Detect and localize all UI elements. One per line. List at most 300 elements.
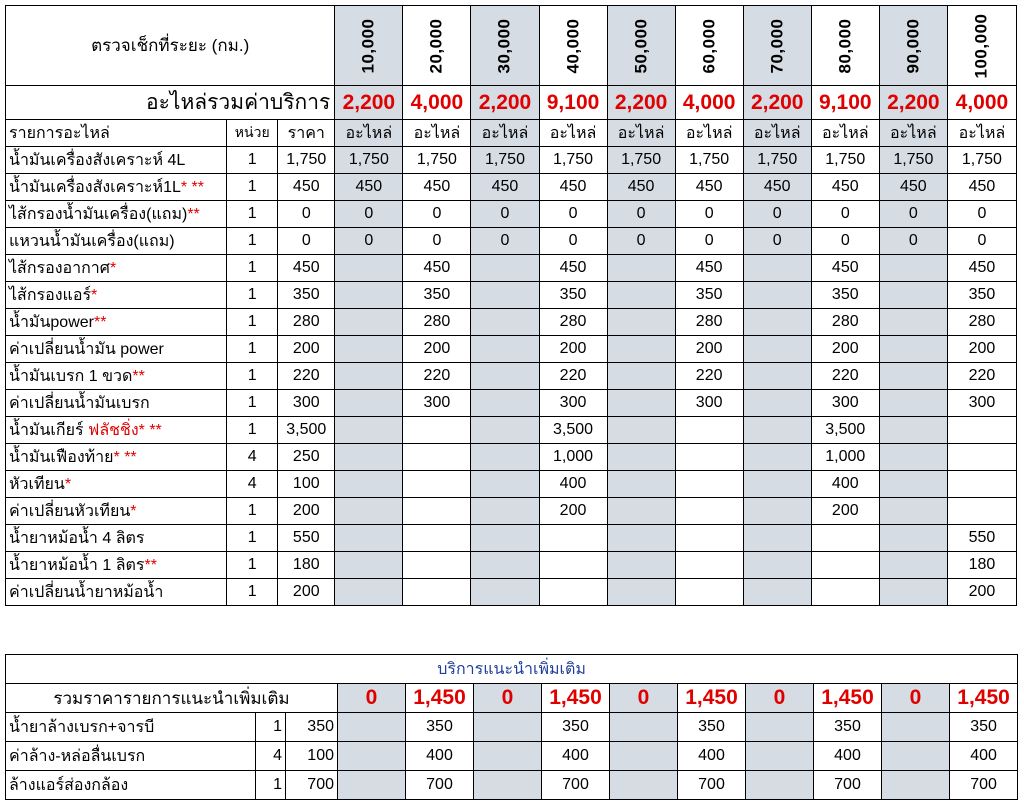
item-unit: 1 — [227, 579, 278, 606]
item-value: 200 — [539, 498, 607, 525]
item-value — [539, 579, 607, 606]
km-label: 80,000 — [835, 18, 855, 73]
item-name: น้ำยาหม้อน้ำ 4 ลิตร — [9, 529, 145, 547]
item-value — [539, 552, 607, 579]
item-value — [879, 552, 947, 579]
item-column-header: รายการอะไหล่ — [6, 120, 227, 147]
km-label: 90,000 — [903, 18, 923, 73]
item-value — [743, 336, 811, 363]
item-value: 1,750 — [811, 147, 879, 174]
item-value: 3,500 — [811, 417, 879, 444]
table-row — [6, 336, 1017, 363]
item-value: 1,750 — [403, 147, 471, 174]
table-row — [6, 201, 1017, 228]
item-value: 280 — [675, 309, 743, 336]
item-value: 280 — [539, 309, 607, 336]
km-header-cell — [675, 6, 743, 86]
item-value: 450 — [947, 255, 1016, 282]
extra-total-value: 0 — [746, 684, 814, 713]
item-value: 0 — [335, 228, 403, 255]
km-header-cell — [539, 6, 607, 86]
item-name: ไส้กรองแอร์ — [9, 286, 92, 304]
part-column-header: อะไหล่ — [539, 120, 607, 147]
item-value: 200 — [947, 579, 1016, 606]
extra-services-table — [5, 654, 1018, 800]
item-value — [607, 255, 675, 282]
item-price: 100 — [278, 471, 335, 498]
item-value: 450 — [471, 174, 539, 201]
item-value: 300 — [811, 390, 879, 417]
item-mark: ** — [93, 313, 107, 331]
item-value: 450 — [879, 174, 947, 201]
item-value: 0 — [879, 228, 947, 255]
km-header-cell — [947, 6, 1016, 86]
extra-total-value: 1,450 — [678, 684, 746, 713]
extra-item-value — [882, 771, 950, 800]
item-value — [879, 498, 947, 525]
km-header-cell — [743, 6, 811, 86]
item-value: 0 — [811, 201, 879, 228]
item-unit: 4 — [227, 471, 278, 498]
item-value: 0 — [675, 201, 743, 228]
item-value — [607, 552, 675, 579]
item-value: 220 — [811, 363, 879, 390]
item-name-cell — [6, 174, 227, 201]
item-unit: 4 — [227, 444, 278, 471]
item-value: 200 — [811, 336, 879, 363]
item-unit: 1 — [227, 147, 278, 174]
extra-item-price: 700 — [286, 771, 338, 800]
km-label: 50,000 — [631, 18, 651, 73]
item-value: 0 — [403, 228, 471, 255]
item-value: 450 — [335, 174, 403, 201]
item-value — [335, 579, 403, 606]
item-value: 1,750 — [879, 147, 947, 174]
item-unit: 1 — [227, 309, 278, 336]
item-value: 3,500 — [539, 417, 607, 444]
item-price: 200 — [278, 498, 335, 525]
item-name: น้ำมันเครื่องสังเคราะห์1L — [9, 178, 181, 196]
parts-total-value: 2,200 — [607, 86, 675, 120]
item-value: 0 — [471, 201, 539, 228]
item-price: 250 — [278, 444, 335, 471]
item-value: 220 — [539, 363, 607, 390]
extra-item-value: 350 — [950, 713, 1018, 742]
extra-item-value — [338, 742, 406, 771]
extra-item-value — [338, 713, 406, 742]
item-value — [675, 498, 743, 525]
item-value — [879, 363, 947, 390]
extra-item-value — [746, 742, 814, 771]
item-value — [743, 282, 811, 309]
extra-item-value: 700 — [406, 771, 474, 800]
item-value: 0 — [675, 228, 743, 255]
item-value — [743, 444, 811, 471]
item-value: 0 — [947, 228, 1016, 255]
item-value — [743, 525, 811, 552]
km-header-row — [6, 6, 1017, 86]
km-header-cell — [471, 6, 539, 86]
item-unit: 1 — [227, 228, 278, 255]
table-row — [6, 471, 1017, 498]
extra-item-value — [746, 713, 814, 742]
item-value — [879, 525, 947, 552]
km-label: 60,000 — [699, 18, 719, 73]
item-value: 300 — [947, 390, 1016, 417]
item-name-cell — [6, 282, 227, 309]
item-value: 1,000 — [539, 444, 607, 471]
extra-item-price: 100 — [286, 742, 338, 771]
item-value: 450 — [743, 174, 811, 201]
item-name-cell — [6, 417, 227, 444]
extra-row — [6, 742, 1018, 771]
item-unit: 1 — [227, 525, 278, 552]
parts-total-value: 9,100 — [811, 86, 879, 120]
part-column-header: อะไหล่ — [675, 120, 743, 147]
extra-item-value — [610, 771, 678, 800]
item-value — [335, 498, 403, 525]
item-price: 300 — [278, 390, 335, 417]
item-value: 400 — [811, 471, 879, 498]
extra-total-value: 1,450 — [406, 684, 474, 713]
extra-item-unit: 4 — [256, 742, 286, 771]
extra-item-name: น้ำยาล้างเบรก+จารบี — [6, 713, 256, 742]
item-name: น้ำมันเครื่องสังเคราะห์ 4L — [9, 151, 186, 169]
extra-item-name: ค่าล้าง-หล่อลื่นเบรก — [6, 742, 256, 771]
km-label: 70,000 — [767, 18, 787, 73]
item-value — [403, 525, 471, 552]
item-mark: ** — [187, 205, 200, 223]
km-header-cell — [811, 6, 879, 86]
item-value: 1,000 — [811, 444, 879, 471]
item-value — [675, 417, 743, 444]
extra-total-value: 0 — [338, 684, 406, 713]
item-value: 300 — [539, 390, 607, 417]
table-row — [6, 255, 1017, 282]
item-value: 450 — [811, 255, 879, 282]
item-value: 400 — [539, 471, 607, 498]
item-price: 220 — [278, 363, 335, 390]
extra-total-value: 1,450 — [542, 684, 610, 713]
item-value — [335, 471, 403, 498]
item-unit: 1 — [227, 498, 278, 525]
part-column-header: อะไหล่ — [743, 120, 811, 147]
parts-total-value: 2,200 — [335, 86, 403, 120]
item-value: 1,750 — [607, 147, 675, 174]
parts-total-value: 2,200 — [471, 86, 539, 120]
extra-item-unit: 1 — [256, 771, 286, 800]
item-value — [471, 471, 539, 498]
item-value — [335, 255, 403, 282]
extra-item-value: 350 — [406, 713, 474, 742]
km-label: 20,000 — [426, 18, 446, 73]
item-name: แหวนน้ำมันเครื่อง(แถม) — [9, 232, 175, 250]
item-value — [743, 552, 811, 579]
item-value: 1,750 — [539, 147, 607, 174]
extra-item-value: 350 — [542, 713, 610, 742]
parts-total-value: 9,100 — [539, 86, 607, 120]
item-name-cell — [6, 336, 227, 363]
item-value — [335, 390, 403, 417]
item-value: 300 — [403, 390, 471, 417]
extra-item-value: 700 — [542, 771, 610, 800]
km-header-cell — [335, 6, 403, 86]
parts-total-value: 2,200 — [879, 86, 947, 120]
extra-total-label: รวมราคารายการแนะนำเพิ่มเติม — [6, 684, 338, 713]
price-column-header: ราคา — [278, 120, 335, 147]
item-name: น้ำมันpower — [9, 313, 94, 331]
extra-item-value: 400 — [406, 742, 474, 771]
extra-item-value: 700 — [950, 771, 1018, 800]
table-row — [6, 525, 1017, 552]
item-price: 200 — [278, 579, 335, 606]
item-value: 180 — [947, 552, 1016, 579]
item-value — [335, 417, 403, 444]
extra-item-value: 350 — [814, 713, 882, 742]
km-header-cell — [879, 6, 947, 86]
item-mark: ** — [132, 367, 145, 385]
item-value: 1,750 — [335, 147, 403, 174]
item-value: 350 — [539, 282, 607, 309]
schedule-title: ตรวจเช็กที่ระยะ (กม.) — [6, 6, 335, 86]
item-value: 200 — [675, 336, 743, 363]
item-value — [471, 498, 539, 525]
item-value — [879, 282, 947, 309]
item-value — [811, 552, 879, 579]
parts-total-value: 4,000 — [947, 86, 1016, 120]
table-row — [6, 390, 1017, 417]
item-value — [879, 255, 947, 282]
item-value: 350 — [403, 282, 471, 309]
item-value — [607, 525, 675, 552]
item-value: 550 — [947, 525, 1016, 552]
extra-item-unit: 1 — [256, 713, 286, 742]
item-value — [811, 579, 879, 606]
item-name-cell — [6, 579, 227, 606]
item-value — [675, 471, 743, 498]
item-value — [675, 525, 743, 552]
item-value — [335, 309, 403, 336]
item-value: 450 — [403, 255, 471, 282]
item-name: ค่าเปลี่ยนน้ำมันเบรก — [9, 394, 150, 412]
item-mark: * ** — [113, 448, 137, 466]
item-value: 200 — [947, 336, 1016, 363]
extra-item-price: 350 — [286, 713, 338, 742]
extra-item-name: ล้างแอร์ส่องกล้อง — [6, 771, 256, 800]
table-row — [6, 444, 1017, 471]
item-mark: * ** — [138, 421, 162, 439]
item-name: ค่าเปลี่ยนน้ำมัน power — [9, 340, 164, 358]
maintenance-schedule-table — [5, 5, 1017, 606]
extra-item-value — [474, 771, 542, 800]
item-value: 450 — [811, 174, 879, 201]
km-label: 10,000 — [358, 18, 378, 73]
totals-row — [6, 86, 1017, 120]
item-value — [403, 471, 471, 498]
item-price: 550 — [278, 525, 335, 552]
item-value: 450 — [675, 255, 743, 282]
item-value — [335, 363, 403, 390]
item-name: น้ำยาหม้อน้ำ 1 ลิตร — [9, 556, 145, 574]
item-value — [471, 444, 539, 471]
table-row — [6, 309, 1017, 336]
item-value — [471, 579, 539, 606]
table-row — [6, 417, 1017, 444]
item-mark: * — [91, 286, 98, 304]
item-name-cell — [6, 552, 227, 579]
item-mark: * — [64, 475, 72, 493]
item-value: 1,750 — [471, 147, 539, 174]
extra-item-value: 350 — [678, 713, 746, 742]
extra-row — [6, 771, 1018, 800]
item-name-cell — [6, 147, 227, 174]
item-value — [403, 417, 471, 444]
item-value — [607, 498, 675, 525]
item-value — [471, 417, 539, 444]
extra-item-value: 400 — [950, 742, 1018, 771]
item-value — [335, 444, 403, 471]
item-unit: 1 — [227, 255, 278, 282]
extra-services-title: บริการแนะนำเพิ่มเติม — [6, 655, 1018, 684]
item-value — [947, 417, 1016, 444]
item-value — [675, 444, 743, 471]
extra-title-row — [6, 655, 1018, 684]
part-column-header: อะไหล่ — [403, 120, 471, 147]
item-name: หัวเทียน — [9, 475, 65, 493]
item-value — [403, 444, 471, 471]
item-unit: 1 — [227, 390, 278, 417]
table-row — [6, 498, 1017, 525]
item-name: ไส้กรองอากาศ — [9, 259, 110, 277]
item-value — [811, 525, 879, 552]
extra-item-value: 700 — [814, 771, 882, 800]
item-value — [675, 552, 743, 579]
parts-total-value: 2,200 — [743, 86, 811, 120]
extra-item-value: 400 — [678, 742, 746, 771]
item-value — [947, 444, 1016, 471]
item-value: 450 — [675, 174, 743, 201]
item-value — [879, 309, 947, 336]
item-name-cell — [6, 309, 227, 336]
item-value: 0 — [471, 228, 539, 255]
parts-total-value: 4,000 — [675, 86, 743, 120]
item-value: 450 — [539, 174, 607, 201]
item-value — [607, 579, 675, 606]
item-value: 300 — [675, 390, 743, 417]
item-name: น้ำมันเบรก 1 ขวด — [9, 367, 133, 385]
item-value — [471, 282, 539, 309]
km-label: 100,000 — [971, 13, 991, 78]
item-value: 220 — [675, 363, 743, 390]
item-value — [607, 363, 675, 390]
extra-total-value: 1,450 — [814, 684, 882, 713]
item-value: 0 — [811, 228, 879, 255]
item-value — [471, 552, 539, 579]
item-value — [471, 363, 539, 390]
table-row — [6, 552, 1017, 579]
extra-item-value — [610, 713, 678, 742]
extra-item-value — [746, 771, 814, 800]
part-column-header: อะไหล่ — [947, 120, 1016, 147]
item-value — [471, 390, 539, 417]
item-value: 0 — [607, 201, 675, 228]
extra-item-value — [882, 713, 950, 742]
item-unit: 1 — [227, 282, 278, 309]
item-value: 450 — [947, 174, 1016, 201]
item-value — [607, 309, 675, 336]
item-value — [471, 309, 539, 336]
km-header-cell — [607, 6, 675, 86]
extra-item-value: 700 — [678, 771, 746, 800]
item-value: 350 — [947, 282, 1016, 309]
extra-item-value: 400 — [814, 742, 882, 771]
item-value — [607, 282, 675, 309]
item-price: 200 — [278, 336, 335, 363]
item-value: 220 — [947, 363, 1016, 390]
item-value: 200 — [539, 336, 607, 363]
item-name-cell — [6, 498, 227, 525]
item-value — [743, 498, 811, 525]
parts-total-value: 4,000 — [403, 86, 471, 120]
item-value — [879, 579, 947, 606]
item-price: 3,500 — [278, 417, 335, 444]
item-price: 1,750 — [278, 147, 335, 174]
item-value — [471, 336, 539, 363]
item-name-cell — [6, 201, 227, 228]
table-row — [6, 147, 1017, 174]
item-value — [879, 471, 947, 498]
table-row — [6, 228, 1017, 255]
extra-total-value: 1,450 — [950, 684, 1018, 713]
item-value — [743, 417, 811, 444]
item-price: 350 — [278, 282, 335, 309]
item-value — [335, 525, 403, 552]
extra-item-value — [610, 742, 678, 771]
item-value — [335, 336, 403, 363]
part-column-header: อะไหล่ — [471, 120, 539, 147]
item-value — [743, 390, 811, 417]
item-value: 0 — [403, 201, 471, 228]
item-name-cell — [6, 471, 227, 498]
item-value: 200 — [403, 336, 471, 363]
item-value: 0 — [539, 228, 607, 255]
item-value: 0 — [743, 201, 811, 228]
extra-item-value — [474, 713, 542, 742]
item-mark: * — [109, 259, 117, 277]
item-value — [335, 282, 403, 309]
item-value — [403, 498, 471, 525]
item-unit: 1 — [227, 201, 278, 228]
item-name-highlight: ฟลัชชิ่ง — [87, 421, 139, 439]
item-name-cell — [6, 525, 227, 552]
item-value: 450 — [539, 255, 607, 282]
extra-totals-row — [6, 684, 1018, 713]
item-value: 0 — [607, 228, 675, 255]
unit-column-header: หน่วย — [227, 120, 278, 147]
item-value: 1,750 — [743, 147, 811, 174]
km-label: 30,000 — [494, 18, 514, 73]
item-value: 0 — [539, 201, 607, 228]
item-value — [879, 444, 947, 471]
item-price: 450 — [278, 174, 335, 201]
part-column-header: อะไหล่ — [811, 120, 879, 147]
item-value: 350 — [811, 282, 879, 309]
item-value — [947, 471, 1016, 498]
item-value — [879, 336, 947, 363]
item-value: 1,750 — [947, 147, 1016, 174]
extra-total-value: 0 — [882, 684, 950, 713]
extra-item-value: 400 — [542, 742, 610, 771]
